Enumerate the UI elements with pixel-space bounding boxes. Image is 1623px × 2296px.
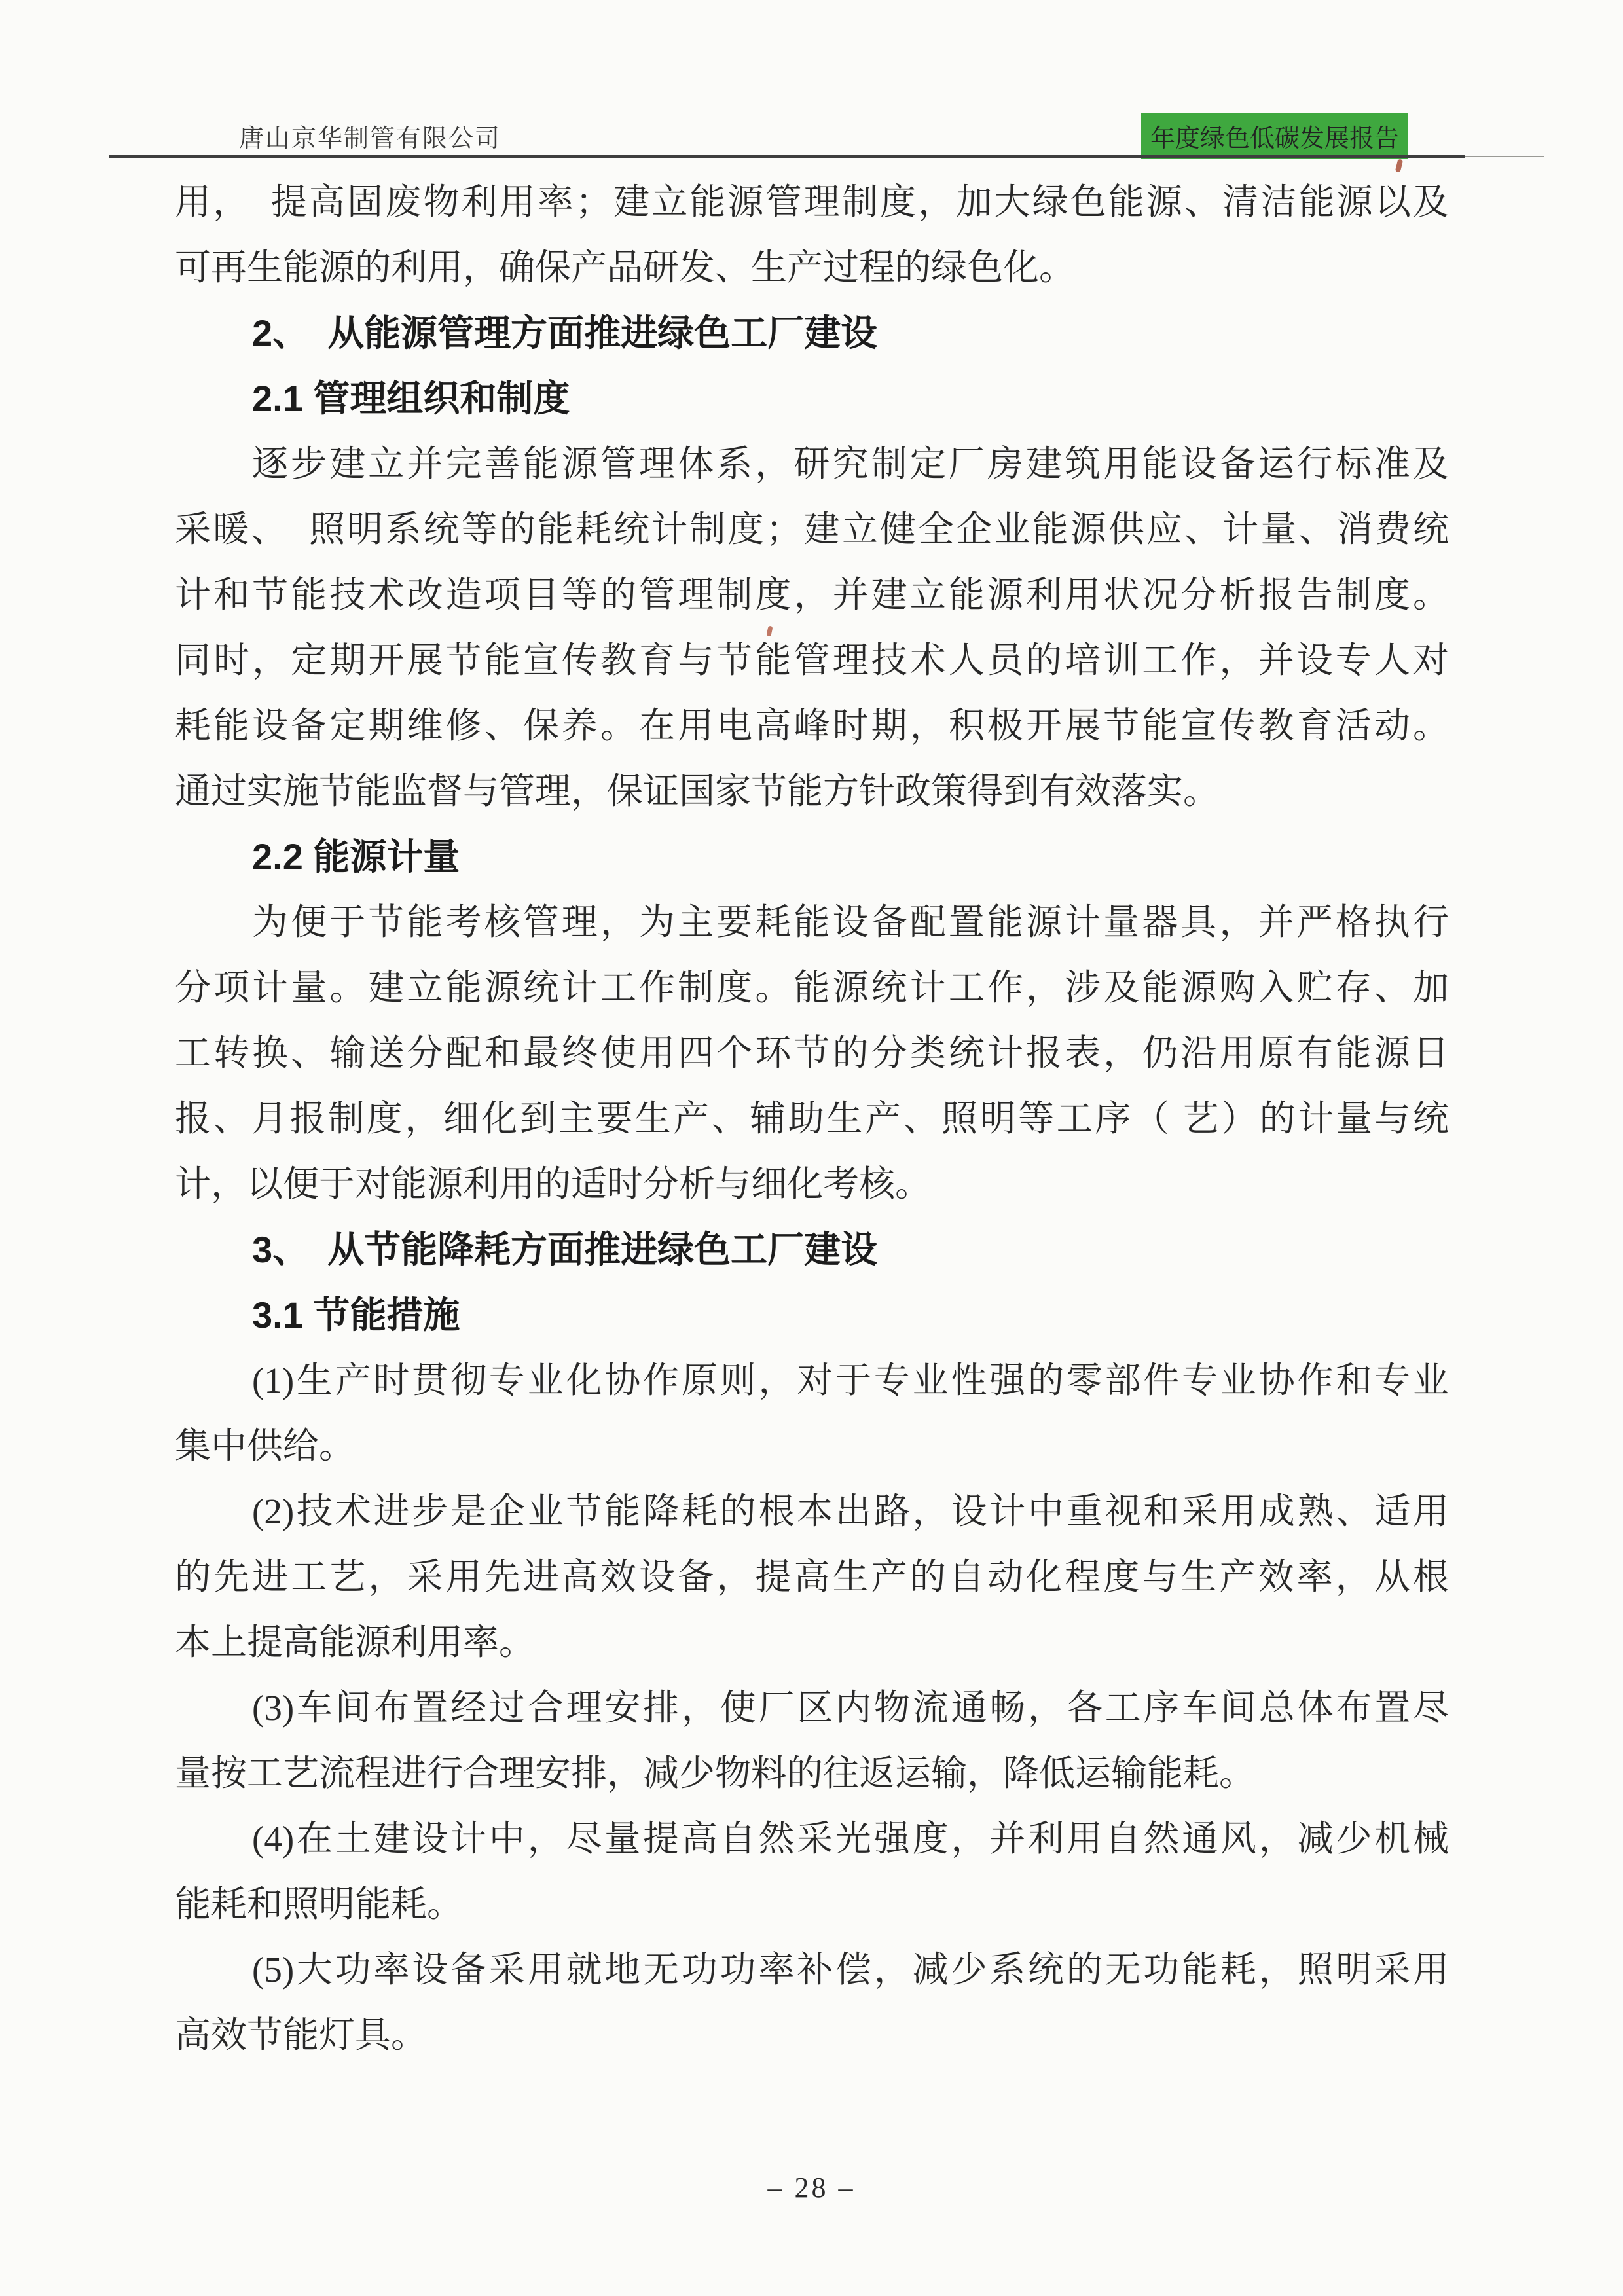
text-line: (2)技术进步是企业节能降耗的根本出路，设计中重视和采用成熟、适用: [252, 1491, 1449, 1531]
heading-line: 3.1 节能措施: [252, 1294, 460, 1336]
text-line: 工转换、输送分配和最终使用四个环节的分类统计报表，仍沿用原有能源日: [175, 1033, 1449, 1073]
header-company-name: 唐山京华制管有限公司: [239, 125, 501, 153]
text-line: 通过实施节能监督与管理，保证国家节能方针政策得到有效落实。: [175, 771, 1220, 811]
footer-page-number: – 28 –: [767, 2172, 856, 2204]
text-line: 高效节能灯具。: [175, 2015, 428, 2055]
text-line: 报、月报制度，细化到主要生产、辅助生产、照明等工序（ 艺）的计量与统: [175, 1099, 1449, 1139]
text-line: 能耗和照明能耗。: [175, 1884, 464, 1924]
text-line: 量按工艺流程进行合理安排，减少物料的往返运输，降低运输能耗。: [175, 1753, 1256, 1793]
text-line: 计和节能技术改造项目等的管理制度，并建立能源利用状况分析报告制度。: [175, 575, 1449, 615]
header-rule: [109, 155, 1465, 158]
text-line: 分项计量。建立能源统计工作制度。能源统计工作，涉及能源购入贮存、加: [175, 968, 1449, 1008]
text-line: (3)车间布置经过合理安排，使厂区内物流通畅，各工序车间总体布置尽: [252, 1688, 1449, 1728]
document-body: [175, 170, 1449, 2068]
text-line: 同时，定期开展节能宣传教育与节能管理技术人员的培训工作，并设专人对: [175, 640, 1449, 680]
text-line: 的先进工艺，采用先进高效设备，提高生产的自动化程度与生产效率，从根: [175, 1557, 1449, 1597]
text-line: 用， 提高固废物利用率；建立能源管理制度，加大绿色能源、清洁能源以及: [175, 182, 1449, 222]
text-line: 本上提高能源利用率。: [175, 1622, 536, 1662]
heading-line: 2、 从能源管理方面推进绿色工厂建设: [252, 312, 878, 354]
text-line: 为便于节能考核管理，为主要耗能设备配置能源计量器具，并严格执行: [252, 902, 1449, 942]
text-line: 集中供给。: [175, 1426, 356, 1466]
text-line: (5)大功率设备采用就地无功功率补偿，减少系统的无功能耗，照明采用: [252, 1950, 1449, 1990]
header-report-title: 年度绿色低碳发展报告: [1141, 113, 1408, 159]
heading-line: 3、 从节能降耗方面推进绿色工厂建设: [252, 1229, 878, 1270]
text-line: 计，以便于对能源利用的适时分析与细化考核。: [175, 1164, 932, 1204]
heading-line: 2.1 管理组织和制度: [252, 378, 570, 419]
text-line: (4)在土建设计中，尽量提高自然采光强度，并利用自然通风，减少机械: [252, 1819, 1449, 1859]
text-line: (1)生产时贯彻专业化协作原则，对于专业性强的零部件专业协作和专业: [252, 1360, 1449, 1400]
text-line: 逐步建立并完善能源管理体系，研究制定厂房建筑用能设备运行标准及: [252, 444, 1449, 484]
text-line: 采暖、 照明系统等的能耗统计制度；建立健全企业能源供应、计量、消费统: [175, 509, 1449, 549]
header-rule-extension: [1465, 156, 1544, 157]
text-line: 耗能设备定期维修、保养。在用电高峰时期，积极开展节能宣传教育活动。: [175, 706, 1449, 746]
text-line: 可再生能源的利用，确保产品研发、生产过程的绿色化。: [175, 247, 1076, 287]
heading-line: 2.2 能源计量: [252, 836, 460, 877]
